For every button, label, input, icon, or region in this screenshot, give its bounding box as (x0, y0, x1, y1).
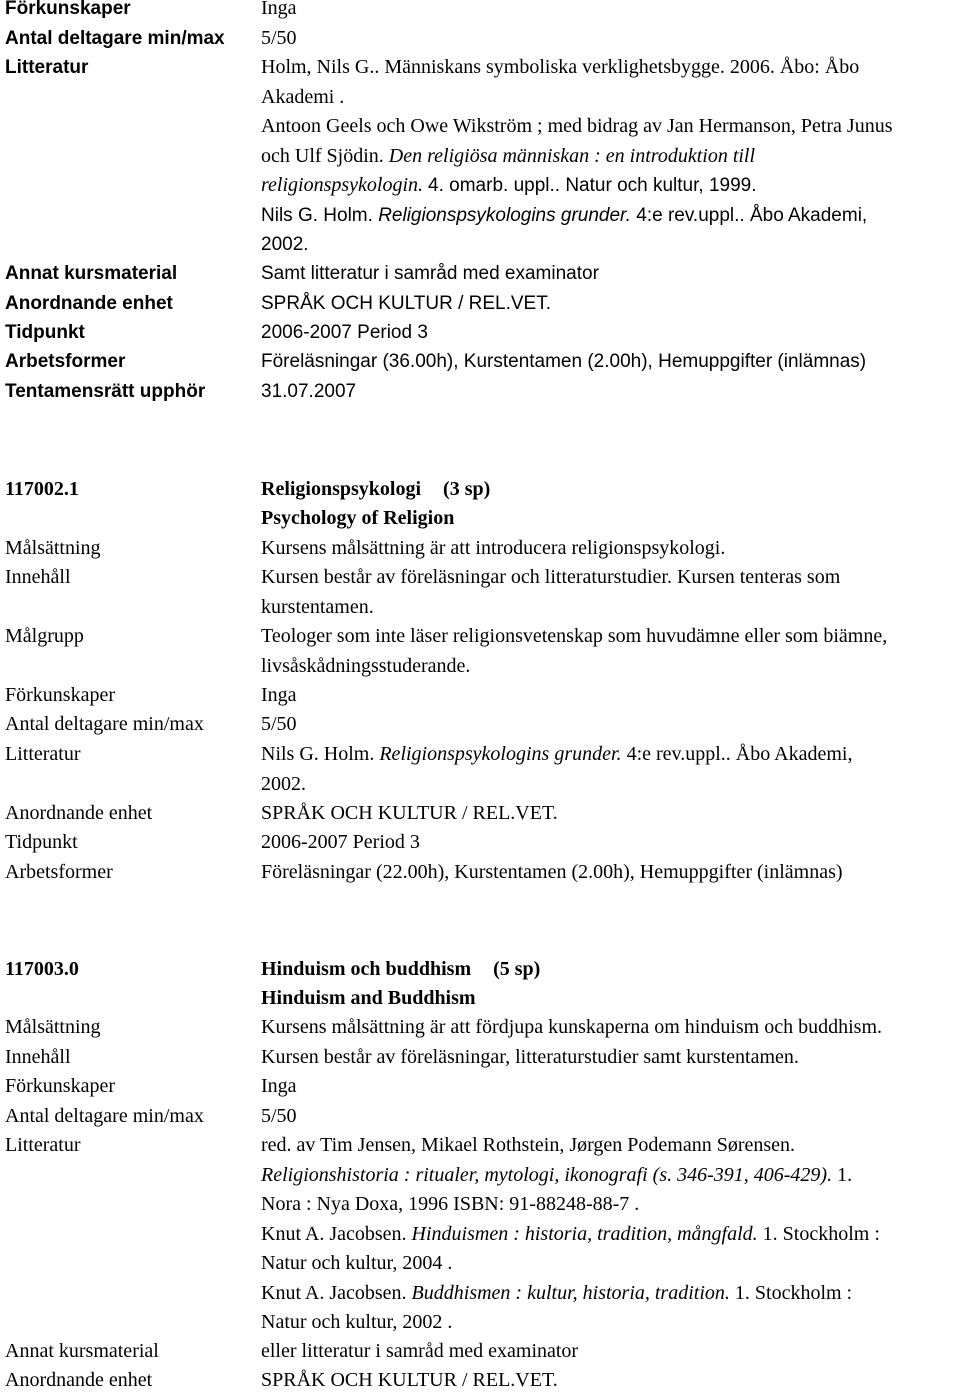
field-label: Antal deltagare min/max (5, 1105, 204, 1127)
field-label: Antal deltagare min/max (5, 713, 204, 735)
field-label: Målsättning (5, 537, 101, 559)
field-value: 5/50 (261, 713, 297, 735)
field-value: Kursens målsättning är att fördjupa kunskaperna om hinduism och buddhism. (261, 1016, 883, 1038)
field-value: Kursen består av föreläsningar, litteraturstudier samt kurstentamen. (261, 1046, 799, 1068)
field-value: 2006-2007 Period 3 (261, 322, 428, 343)
field-label: Anordnande enhet (5, 293, 173, 314)
field-label: Arbetsformer (5, 351, 126, 372)
ref-line: Nils G. Holm. Religionspsykologins grunder. 4:e rev.uppl.. Åbo Akademi, (261, 204, 868, 226)
field-value: Kursen består av föreläsningar och litteraturstudier. Kursen tenteras som kurstentamen. (261, 566, 841, 618)
field-value: Föreläsningar (36.00h), Kurstentamen (2.00h), Hemuppgifter (inlämnas) (261, 351, 867, 372)
field-label: Målgrupp (5, 625, 84, 647)
field-value: SPRÅK OCH KULTUR / REL.VET. (261, 1369, 558, 1391)
ref-line: Natur och kultur, 2002 . (261, 1311, 453, 1333)
ref-line: Holm, Nils G.. Människans symboliska verklighetsbygge. 2006. Åbo: Åbo (261, 56, 860, 78)
ref-line: Knut A. Jacobsen. Hinduismen : historia, tradition, mångfald. 1. Stockholm : (261, 1222, 880, 1245)
ref-line: Religionshistoria : ritualer, mytologi, ikonografi (s. 346-391, 406-429). 1. (261, 1163, 853, 1186)
course-subtitle: Psychology of Religion (261, 507, 455, 529)
ref-line: Akademi . (261, 85, 345, 108)
course-title: Religionspsykologi (3 sp) (261, 478, 491, 500)
ref-line: Natur och kultur, 2004 . (261, 1252, 453, 1274)
field-value: SPRÅK OCH KULTUR / REL.VET. (261, 293, 551, 314)
field-label: Tidpunkt (5, 831, 78, 853)
course-subtitle: Hinduism and Buddhism (261, 987, 476, 1009)
field-value: 5/50 (261, 27, 297, 49)
field-label: Tentamensrätt upphör (5, 381, 206, 402)
field-label: Annat kursmaterial (5, 263, 178, 284)
field-label: Förkunskaper (5, 0, 131, 19)
ref-line: 2002. (261, 772, 306, 795)
field-label: Litteratur (5, 1134, 81, 1156)
field-label: Målsättning (5, 1016, 101, 1038)
field-value: Samt litteratur i samråd med examinator (261, 263, 599, 284)
ref-line: 2002. (261, 234, 309, 255)
ref-line: Antoon Geels och Owe Wikström ; med bidrag av Jan Hermanson, Petra Junus (261, 115, 893, 137)
field-label: Anordnande enhet (5, 802, 153, 824)
course-code: 117003.0 (5, 958, 79, 980)
field-label: Anordnande enhet (5, 1369, 153, 1391)
field-label: Litteratur (5, 743, 81, 765)
field-value: eller litteratur i samråd med examinator (261, 1340, 579, 1362)
field-label: Förkunskaper (5, 684, 115, 706)
field-value: 5/50 (261, 1105, 297, 1127)
course-code: 117002.1 (5, 478, 79, 500)
field-label: Innehåll (5, 1046, 71, 1068)
litteratur-list (261, 53, 960, 260)
field-label: Förkunskaper (5, 1075, 115, 1097)
ref-line: Nora : Nya Doxa, 1996 ISBN: 91-88248-88-7 . (261, 1193, 640, 1215)
field-value: Inga (261, 1075, 297, 1097)
field-value: SPRÅK OCH KULTUR / REL.VET. (261, 802, 558, 824)
course-title: Hinduism och buddhism (5 sp) (261, 958, 541, 980)
litteratur-list (261, 740, 960, 799)
field-label: Arbetsformer (5, 861, 113, 883)
field-value: Föreläsningar (22.00h), Kurstentamen (2.00h), Hemuppgifter (inlämnas) (261, 861, 843, 883)
field-value: Inga (261, 684, 297, 706)
field-label: Antal deltagare min/max (5, 28, 225, 49)
field-value: Teologer som inte läser religionsvetenskap som huvudämne eller som biämne, livsåskådningsstuderande. (261, 625, 888, 677)
litteratur-list (261, 1131, 960, 1338)
ref-line: Knut A. Jacobsen. Buddhismen : kultur, historia, tradition. 1. Stockholm : (261, 1281, 853, 1304)
ref-line: religionspsykologin. 4. omarb. uppl.. Natur och kultur, 1999. (261, 174, 757, 196)
ref-line: red. av Tim Jensen, Mikael Rothstein, Jørgen Podemann Sørensen. (261, 1134, 796, 1156)
field-value: 2006-2007 Period 3 (261, 831, 420, 853)
ref-line: och Ulf Sjödin. Den religiösa människan : en introduktion till (261, 144, 756, 167)
ref-line: Nils G. Holm. Religionspsykologins grunder. 4:e rev.uppl.. Åbo Akademi, (261, 743, 853, 765)
field-value: Inga (261, 0, 297, 19)
field-label: Annat kursmaterial (5, 1340, 159, 1362)
field-label: Litteratur (5, 57, 89, 78)
field-value: 31.07.2007 (261, 381, 357, 402)
field-label: Innehåll (5, 566, 71, 588)
field-value: Kursens målsättning är att introducera religionspsykologi. (261, 537, 726, 559)
field-label: Tidpunkt (5, 322, 85, 343)
